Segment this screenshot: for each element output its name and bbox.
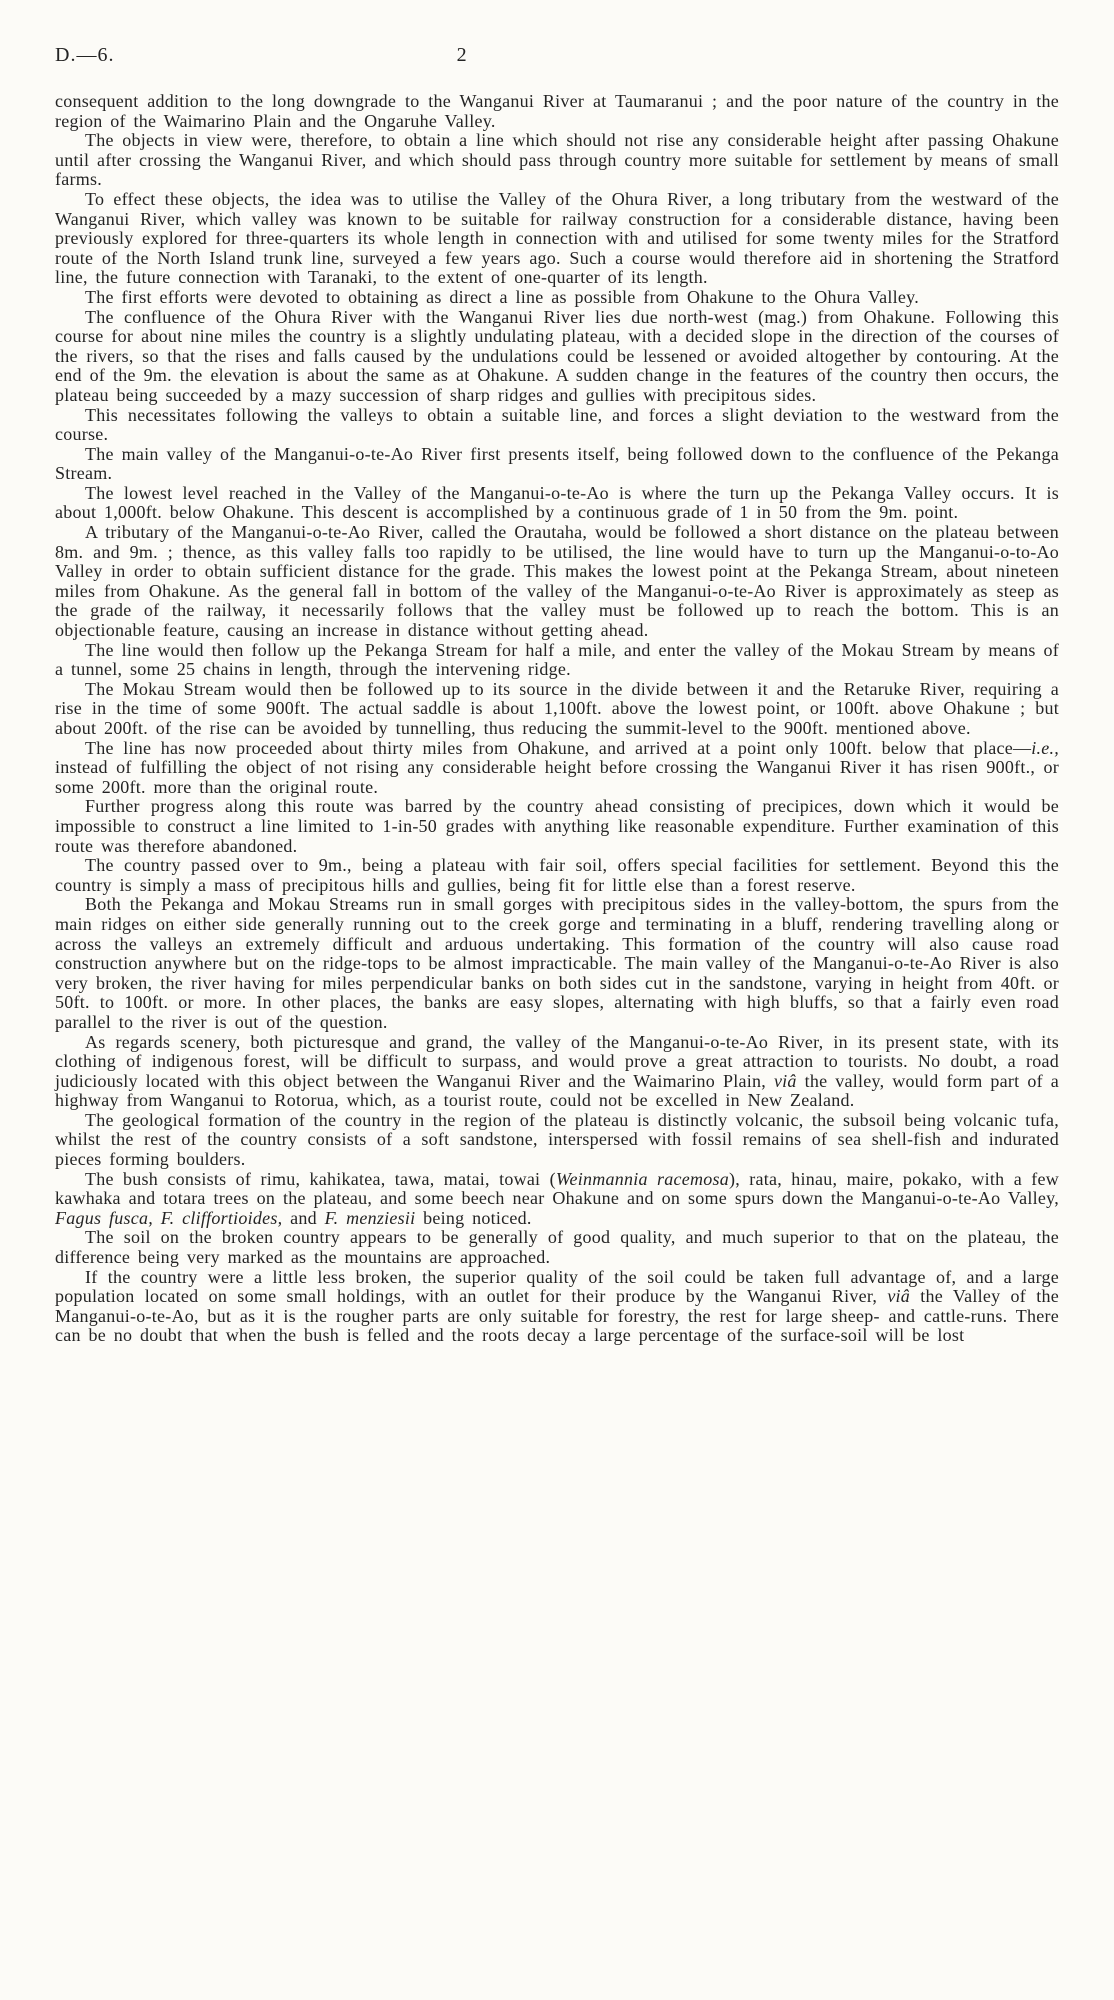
text-run: A tributary of the Manganui-o-te-Ao River, called the Orautaha, would be followed a short distance on the plateau between 8m. and 9m. ; thence, as this valley falls too rapidly to be utilised, the line would have to turn up the Manganui-o-to-Ao Valley in order to obtain sufficient distance for the grade. This makes the lowest point at the Pekanga Stream, about nineteen miles from Ohakune. As the general fall in bottom of the valley of the Manganui-o-te-Ao River is approximately as steep as the grade of the railway, it necessarily follows that the valley must be followed up to reach the bottom. This is an objectionable feature, causing an increase in distance without getting ahead.	[55, 522, 1059, 641]
paragraph	[55, 131, 1059, 190]
text-run: The objects in view were, therefore, to obtain a line which should not rise any considerable height after passing Ohakune until after crossing the Wanganui River, and which should pass through country more suitable for settlement by means of small farms.	[55, 130, 1059, 190]
page-header	[55, 44, 1059, 72]
paragraph	[55, 288, 1059, 308]
paragraph	[55, 445, 1059, 484]
text-run: and	[282, 1207, 325, 1228]
text-run: Both the Pekanga and Mokau Streams run in small gorges with precipitous sides in the valley-bottom, the spurs from the main ridges on either side generally running out to the creek gorge and terminating in a bluff, rendering travelling along or across the valleys an extremely difficult and arduous undertaking. This formation of the country will also cause road construction anywhere but on the ridge-tops to be almost impracticable. The main valley of the Manganui-o-te-Ao River is also very broken, the river having for miles perpendicular banks on both sides cut in the sandstone, varying in height from 40ft. or 50ft. to 100ft. or more. In other places, the banks are easy slopes, alternating with high bluffs, so that a fairly even road parallel to the river is out of the question.	[55, 894, 1059, 1032]
paragraph	[55, 641, 1059, 680]
text-run: The geological formation of the country in the region of the plateau is distinctly volcanic, the subsoil being volcanic tufa, whilst the rest of the country consists of a soft sandstone, interspersed with fossil remains of sea shell-fish and indurated pieces forming boulders.	[55, 1109, 1059, 1170]
text-run: the Valley of the Manganui-o-te-Ao, but as it is the rougher parts are only suitable for forestry, the rest for large sheep- and cattle-runs. There can be no doubt that when the bush is felled and the roots decay a large percentage of the surface-soil will be lost	[55, 1286, 1059, 1346]
text-run: The main valley of the Manganui-o-te-Ao River first presents itself, being followed down to the confluence of the Pekanga Stream.	[55, 443, 1059, 484]
italic-text-run: Weinmannia racemosa	[555, 1168, 729, 1189]
text-run: The soil on the broken country appears to be generally of good quality, and much superior to that on the plateau, the difference being very marked as the mountains are approached.	[55, 1227, 1059, 1268]
italic-text-run: viâ	[773, 1070, 797, 1091]
paragraph	[55, 406, 1059, 445]
paragraph	[55, 680, 1059, 739]
text-run: To effect these objects, the idea was to utilise the Valley of the Ohura River, a long tributary from the westward of the Wanganui River, which valley was known to be suitable for railway construction for a considerable distance, having been previously explored for three-quarters its whole length in connection with and utilised for some twenty miles for the Stratford route of the North Island trunk line, surveyed a few years ago. Such a course would therefore aid in shortening the Stratford line, the future connection with Taranaki, to the extent of one-quarter of its length.	[55, 188, 1059, 288]
text-run: The line has now proceeded about thirty miles from Ohakune, and arrived at a point only 100ft. below that place—	[85, 737, 1032, 758]
text-run: ), rata, hinau, maire, pokako, with a few kawhaka and totara trees on the plateau, and some beech near Ohakune and on some spurs down the Manganui-o-te-Ao Valley,	[55, 1168, 1059, 1209]
paragraph	[55, 308, 1059, 406]
text-run: The line would then follow up the Pekanga Stream for half a mile, and enter the valley of the Mokau Stream by means of a tunnel, some 25 chains in length, through the intervening ridge.	[55, 639, 1059, 680]
italic-text-run: viâ	[887, 1286, 911, 1307]
text-run: The country passed over to 9m., being a plateau with fair soil, offers special facilities for settlement. Beyond this the country is simply a mass of precipitous hills and gullies, being fit for little else than a forest reserve.	[55, 855, 1059, 895]
document-reference: D.—6.	[55, 44, 115, 66]
text-run: Further progress along this route was barred by the country ahead consisting of precipices, down which it would be impossible to construct a line limited to 1-in-50 grades with anything like reasonable expenditure. Further examination of this route was therefore abandoned.	[55, 796, 1059, 856]
italic-text-run: Fagus fusca, F. cliffortioides,	[55, 1207, 283, 1228]
text-run: The Mokau Stream would then be followed up to its source in the divide between it and the Retaruke River, requiring a rise in the time of some 900ft. The actual saddle is about 1,100ft. above the lowest point, or 100ft. above Ohakune ; but about 200ft. of the rise can be avoided by tunnelling, thus reducing the summit-level to the 900ft. mentioned above.	[55, 678, 1059, 738]
paragraph	[55, 92, 1059, 131]
italic-text-run: i.e.,	[1031, 737, 1059, 758]
paragraph	[55, 797, 1059, 856]
paragraph	[55, 190, 1059, 288]
paragraph	[55, 856, 1059, 895]
text-run: the valley, would form part of a highway from Wanganui to Rotorua, which, as a tourist route, could not be excelled in New Zealand.	[55, 1070, 1059, 1111]
paragraph	[55, 1268, 1059, 1346]
text-run: being noticed.	[415, 1207, 532, 1228]
paragraph	[55, 484, 1059, 523]
paragraph	[55, 1170, 1059, 1229]
page-number: 2	[456, 44, 467, 66]
paragraph	[55, 1111, 1059, 1170]
document-body	[55, 92, 1059, 1346]
paragraph	[55, 895, 1059, 1032]
paragraph	[55, 523, 1059, 641]
paragraph	[55, 1033, 1059, 1111]
text-run: The first efforts were devoted to obtaining as direct a line as possible from Ohakune to the Ohura Valley.	[85, 286, 919, 307]
text-run: If the country were a little less broken, the superior quality of the soil could be taken full advantage of, and a large population located on some small holdings, with an outlet for their produce by the Wanganui River,	[55, 1266, 1059, 1307]
text-run: instead of fulfilling the object of not rising any considerable height before crossing the Wanganui River it has risen 900ft., or some 200ft. more than the original route.	[55, 757, 1059, 797]
italic-text-run: F. menziesii	[324, 1207, 416, 1228]
text-run: This necessitates following the valleys to obtain a suitable line, and forces a slight deviation to the westward from the course.	[55, 404, 1059, 445]
text-run: The bush consists of rimu, kahikatea, tawa, matai, towai (	[85, 1168, 556, 1189]
paragraph	[55, 739, 1059, 798]
text-run: As regards scenery, both picturesque and grand, the valley of the Manganui-o-te-Ao River, in its present state, with its clothing of indigenous forest, will be difficult to surpass, and would prove a great attraction to tourists. No doubt, a road judiciously located with this object between the Wanganui River and the Waimarino Plain,	[55, 1031, 1059, 1091]
paragraph	[55, 1228, 1059, 1267]
text-run: consequent addition to the long downgrade to the Wanganui River at Taumaranui ; and the poor nature of the country in the region of the Waimarino Plain and the Ongaruhe Valley.	[55, 91, 1059, 131]
text-run: The lowest level reached in the Valley of the Manganui-o-te-Ao is where the turn up the Pekanga Valley occurs. It is about 1,000ft. below Ohakune. This descent is accomplished by a continuous grade of 1 in 50 from the 9m. point.	[55, 482, 1059, 523]
text-run: The confluence of the Ohura River with the Wanganui River lies due north-west (mag.) from Ohakune. Following this course for about nine miles the country is a slightly undulating plateau, with a decided slope in the direction of the courses of the rivers, so that the rises and falls caused by the undulations could be lessened or avoided altogether by contouring. At the end of the 9m. the elevation is about the same as at Ohakune. A sudden change in the features of the country then occurs, the plateau being succeeded by a mazy succession of sharp ridges and gullies with precipitous sides.	[55, 306, 1059, 405]
